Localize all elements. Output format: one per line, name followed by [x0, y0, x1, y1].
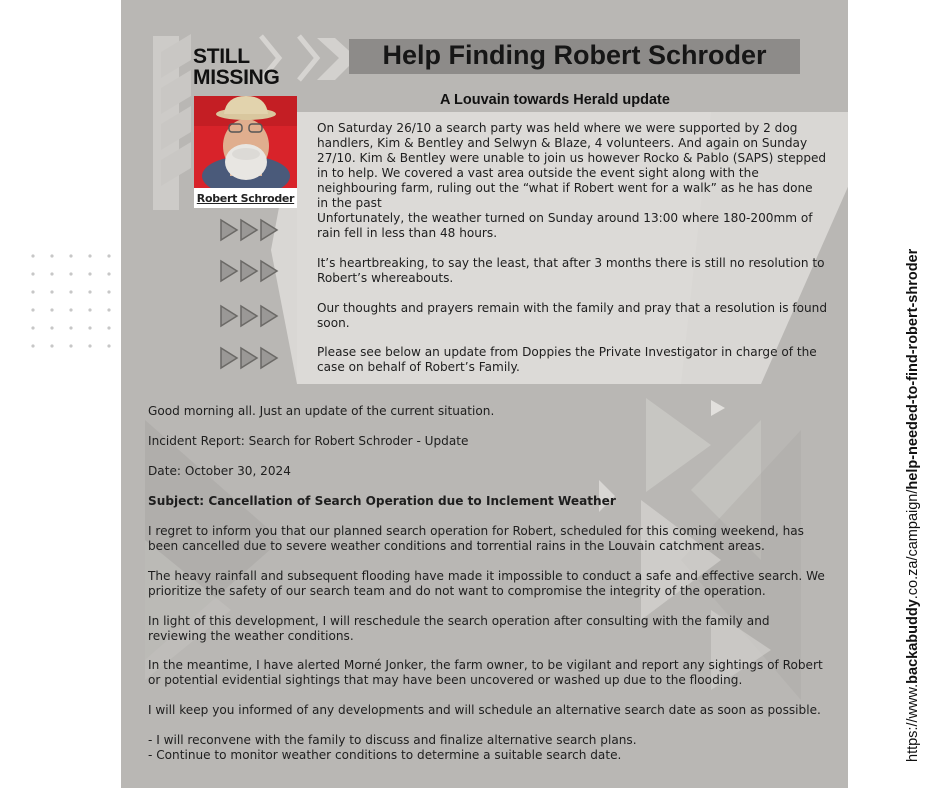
missing-label: MISSING	[193, 66, 280, 89]
campaign-url[interactable]	[905, 249, 921, 762]
report-greeting: Good morning all. Just an update of the current situation.	[148, 404, 495, 418]
report-paragraph-3: In light of this development, I will reschedule the search operation after consulting with the family and reviewing the weather conditions.	[148, 614, 770, 643]
update-paragraph-5: Please see below an update from Doppies the Private Investigator in charge of the case on behalf of Robert’s Family.	[317, 345, 817, 374]
poster-title: Help Finding Robert Schroder	[382, 40, 767, 70]
dot-grid-decoration	[26, 250, 116, 355]
report-date: Date: October 30, 2024	[148, 464, 291, 478]
report-subject: Subject: Cancellation of Search Operation due to Inclement Weather	[148, 494, 616, 508]
update-paragraph-4: Our thoughts and prayers remain with the family and pray that a resolution is found soon.	[317, 301, 828, 330]
url-prefix: https://www.	[905, 683, 921, 762]
still-missing-label	[193, 46, 280, 88]
report-paragraph-4: In the meantime, I have alerted Morné Jonker, the farm owner, to be vigilant and report any sightings of Robert or potential evidential sightings that may have been uncovered or washed up due to the flooding.	[148, 658, 823, 687]
play-arrows-icon	[219, 218, 283, 242]
url-domain: backabuddy	[905, 599, 921, 684]
still-label: STILL	[193, 45, 250, 68]
play-arrows-icon	[219, 346, 283, 370]
photo-caption: Robert Schroder	[196, 192, 295, 205]
portrait-image	[194, 96, 297, 188]
url-path: .co.za/campaign/	[905, 489, 921, 600]
play-arrows-icon	[219, 259, 283, 283]
report-bullet-2: - Continue to monitor weather conditions to determine a suitable search date.	[148, 748, 622, 762]
update-paragraph-1: On Saturday 26/10 a search party was held where we were supported by 2 dog handlers, Kim & Bentley and Selwyn & Blaze, 4 volunteers. And again on Sunday 27/10. Kim & Bentley were unable to join us however Rocko & Pablo (SAPS) stepped in to help. We covered a vast area outside the event sight along with the neighbouring farm, ruling out the “what if Robert went for a walk” as he has done in the past	[317, 121, 827, 210]
play-arrows-icon	[219, 304, 283, 328]
report-bullet-1: - I will reconvene with the family to discuss and finalize alternative search plans.	[148, 733, 637, 747]
missing-person-photo	[194, 96, 297, 208]
update-paragraph-3: It’s heartbreaking, to say the least, that after 3 months there is still no resolution to Robert’s whereabouts.	[317, 256, 825, 285]
title-banner	[349, 39, 800, 74]
report-paragraph-5: I will keep you informed of any developments and will schedule an alternative search date as soon as possible.	[148, 703, 821, 717]
url-slug: help-needed-to-find-robert-shroder	[905, 248, 921, 490]
report-paragraph-1: I regret to inform you that our planned search operation for Robert, scheduled for this coming weekend, has been cancelled due to severe weather conditions and torrential rains in the Louvain catchment areas.	[148, 524, 804, 553]
report-heading: Incident Report: Search for Robert Schroder - Update	[148, 434, 469, 448]
report-paragraph-2: The heavy rainfall and subsequent flooding have made it impossible to conduct a safe and effective search. We prioritize the safety of our search team and do not want to compromise the integrity of the operation.	[148, 569, 825, 598]
update-paragraph-2: Unfortunately, the weather turned on Sunday around 13:00 where 180-200mm of rain fell in less than 48 hours.	[317, 211, 813, 240]
poster-subtitle: A Louvain towards Herald update	[440, 92, 670, 108]
